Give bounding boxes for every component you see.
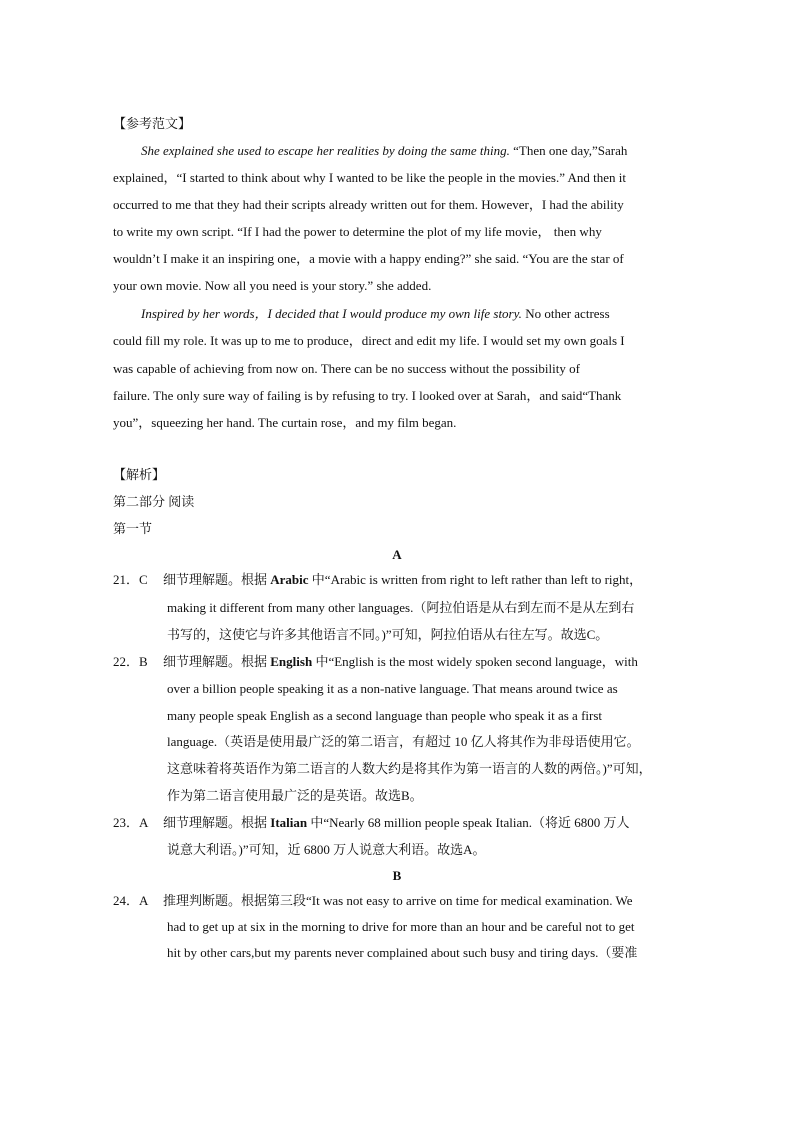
essay-p2-line-1-rest: No other actress <box>525 306 610 321</box>
essay-p1-line-3: occurred to me that they had their scripts already written out for them. However，I had the ability <box>113 197 624 212</box>
q22-line-3: many people speak English as a second language than people who speak it as a first <box>167 708 603 723</box>
q22-keyword: English <box>270 654 313 669</box>
q22-line-2: over a billion people speaking it as a non-native language. That means around twice as <box>167 681 618 696</box>
q23-quote: 中“Nearly 68 million people speak Italian.（将近 6800 万人 <box>310 815 630 830</box>
q22-line-6: 作为第二语言使用最广泛的是英语。故选B。 <box>167 788 423 803</box>
q21-line-3: 书写的，这使它与许多其他语言不同。)”可知，阿拉伯语从右往左写。故选C。 <box>167 627 609 642</box>
essay-p2-line-5: you”，squeezing her hand. The curtain rose，and my film began. <box>113 415 457 430</box>
q21-number: 21．C <box>113 572 148 587</box>
essay-p1-line-6: your own movie. Now all you need is your story.” she added. <box>113 278 432 293</box>
q21-prefix: 细节理解题。根据 <box>163 572 268 587</box>
part-title: 第二部分 阅读 <box>113 494 195 509</box>
passage-a-label: A <box>392 547 402 562</box>
q22-line-4: language.（英语是使用最广泛的第二语言，有超过 10 亿人将其作为非母语使用它。 <box>167 734 640 749</box>
essay-heading: 【参考范文】 <box>113 116 192 131</box>
q21-line-2: making it different from many other languages.（阿拉伯语是从右到左而不是从左到右 <box>167 600 635 615</box>
essay-p2-line-4: failure. The only sure way of failing is by refusing to try. I looked over at Sarah，and said“Thank <box>113 388 622 403</box>
essay-p1-line-2: explained，“I started to think about why I wanted to be like the people in the movies.” And then it <box>113 170 627 185</box>
passage-b-label: B <box>392 868 402 883</box>
essay-p1-line-5: wouldn’t I make it an inspiring one，a movie with a happy ending?” she said. “You are the star of <box>113 251 624 266</box>
q24-line-2: had to get up at six in the morning to drive for more than an hour and be careful not to get <box>167 919 635 934</box>
essay-p1-line-1-rest: “Then one day,”Sarah <box>513 143 628 158</box>
q22-quote: 中“English is the most widely spoken second language，with <box>315 654 638 669</box>
q24-number: 24．A <box>113 893 149 908</box>
essay-p1-line-1 <box>141 143 627 159</box>
q21-quote: 中“Arabic is written from right to left rather than left to right， <box>311 572 643 587</box>
q22-line-5: 这意味着将英语作为第二语言的人数大约是将其作为第一语言的人数的两倍。)”可知， <box>167 761 652 776</box>
q23-keyword: Italian <box>270 815 308 830</box>
q22-prefix: 细节理解题。根据 <box>163 654 268 669</box>
q24-line-3: hit by other cars,but my parents never complained about such busy and tiring days.（要准 <box>167 945 638 960</box>
q21-keyword: Arabic <box>270 572 309 587</box>
analysis-heading: 【解析】 <box>113 467 166 482</box>
essay-p1-line-4: to write my own script. “If I had the power to determine the plot of my life movie， then why <box>113 224 602 239</box>
q22-line-1 <box>163 654 638 670</box>
essay-p2-italic-opening: Inspired by her words，I decided that I would produce my own life story. <box>141 306 522 321</box>
q23-line-2: 说意大利语。)”可知，近 6800 万人说意大利语。故选A。 <box>167 842 486 857</box>
q23-number: 23．A <box>113 815 149 830</box>
q23-line-1 <box>163 815 630 831</box>
section-title: 第一节 <box>113 521 153 536</box>
essay-p2-line-3: was capable of achieving from now on. There can be no success without the possibility of <box>113 361 580 376</box>
q23-prefix: 细节理解题。根据 <box>163 815 268 830</box>
q21-line-1 <box>163 572 642 588</box>
essay-p1-italic-opening: She explained she used to escape her realities by doing the same thing. <box>141 143 510 158</box>
essay-p2-line-2: could fill my role. It was up to me to produce，direct and edit my life. I would set my own goals I <box>113 333 625 348</box>
essay-p2-line-1 <box>141 306 610 322</box>
q24-line-1: 推理判断题。根据第三段“It was not easy to arrive on time for medical examination. We <box>163 893 633 908</box>
q22-number: 22．B <box>113 654 148 669</box>
